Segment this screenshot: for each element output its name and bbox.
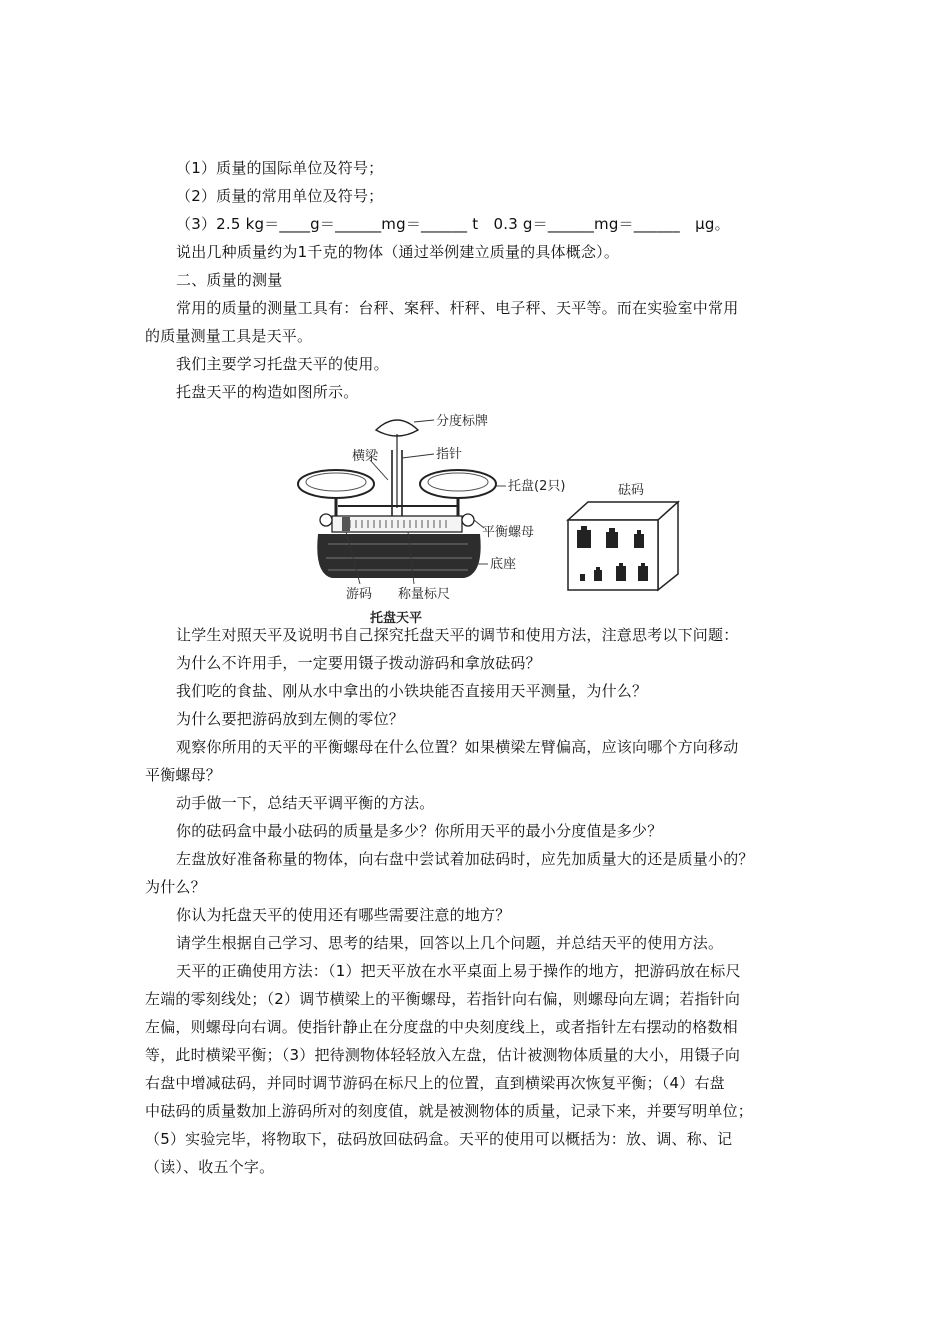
right-nut [462,514,474,526]
text-line: 中砝码的质量数加上游码所对的刻度值，就是被测物体的质量，记录下来，并要写明单位； [145,1102,754,1120]
balance-figure [288,398,688,628]
text-line: 你认为托盘天平的使用还有哪些需要注意的地方？ [176,906,511,924]
label-weights: 砝码 [618,483,645,498]
text-line: （3）2.5 kg＝____g＝______mg＝______ t 0.3 g＝______mg＝______ μg。 [176,215,730,233]
left-pan [298,470,374,498]
label-nut: 平衡螺母 [482,525,535,540]
figure-caption: 托盘天平 [370,611,423,626]
text-line: 天平的正确使用方法：（1）把天平放在水平桌面上易于操作的地方，把游码放在标尺 [176,962,741,980]
text-line: 为什么要把游码放到左侧的零位？ [176,710,405,728]
label-scale-plate: 分度标牌 [436,414,489,429]
right-pan [420,470,496,498]
left-nut [320,514,332,526]
text-line: 我们吃的食盐、刚从水中拿出的小铁块能否直接用天平测量，为什么？ [176,682,648,700]
section-heading: 二、质量的测量 [176,271,283,289]
scale-plate [376,420,418,436]
scale-bar [332,516,462,532]
text-line: 请学生根据自己学习、思考的结果，回答以上几个问题，并总结天平的使用方法。 [176,934,724,952]
label-base: 底座 [490,557,517,572]
text-line: 为什么不许用手，一定要用镊子拨动游码和拿放砝码？ [176,654,541,672]
text-line: （1）质量的国际单位及符号； [176,159,384,177]
text-line: 常用的质量的测量工具有：台秤、案秤、杆秤、电子秤、天平等。而在实验室中常用 [176,299,739,317]
label-pointer: 指针 [436,447,463,462]
label-beam: 横梁 [352,449,379,464]
text-line: 为什么？ [145,878,206,896]
text-line: 左偏，则螺母向右调。使指针静止在分度盘的中央刻度线上，或者指针左右摆动的格数相 [145,1018,738,1036]
text-line: （读）、收五个字。 [145,1158,275,1176]
text-line: 等，此时横梁平衡；（3）把待测物体轻轻放入左盘，估计被测物体质量的大小，用镊子向 [145,1046,741,1064]
text-line: 左端的零刻线处；（2）调节横梁上的平衡螺母，若指针向右偏，则螺母向左调；若指针向 [145,990,741,1008]
rider-block [342,517,350,531]
label-scale: 称量标尺 [398,587,451,602]
label-rider: 游码 [346,587,373,602]
text-line: 托盘天平的构造如图所示。 [176,383,359,401]
text-line: （2）质量的常用单位及符号； [176,187,384,205]
balance-base [317,534,480,578]
text-line: 你的砝码盒中最小砝码的质量是多少？你所用天平的最小分度值是多少？ [176,822,663,840]
text-line: 的质量测量工具是天平。 [145,327,313,345]
text-line: 平衡螺母？ [145,766,222,784]
label-pan: 托盘(2只) [508,479,566,494]
text-line: 动手做一下，总结天平调平衡的方法。 [176,794,435,812]
text-line: 让学生对照天平及说明书自己探究托盘天平的调节和使用方法，注意思考以下问题： [176,626,739,644]
text-line: 左盘放好准备称量的物体，向右盘中尝试着加砝码时，应先加质量大的还是质量小的？ [176,850,754,868]
text-line: 观察你所用的天平的平衡螺母在什么位置？如果横梁左臂偏高，应该向哪个方向移动 [176,738,739,756]
text-line: （5）实验完毕，将物取下，砝码放回砝码盒。天平的使用可以概括为：放、调、称、记 [145,1130,733,1148]
text-line: 我们主要学习托盘天平的使用。 [176,355,389,373]
text-line: 右盘中增减砝码，并同时调节游码在标尺上的位置，直到横梁再次恢复平衡；（4）右盘 [145,1074,725,1092]
text-line: 说出几种质量约为1千克的物体（通过举例建立质量的具体概念）。 [176,243,620,261]
